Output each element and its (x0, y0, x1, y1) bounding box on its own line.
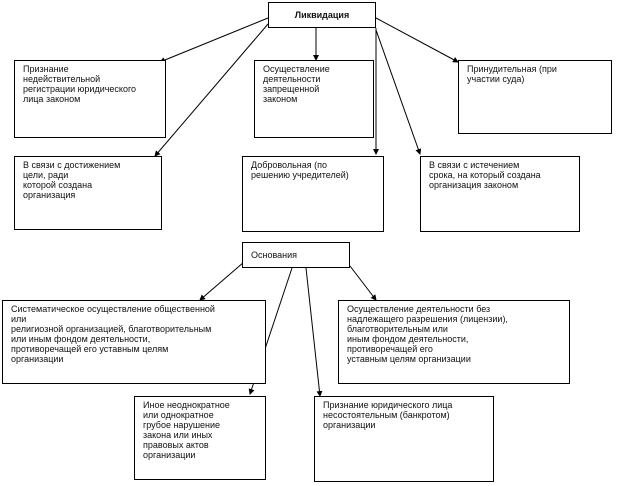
achievement-of-goals-box (14, 156, 162, 230)
no-license-box (338, 300, 570, 384)
expiration-of-term-label: В связи с истечением срока, на который создана организация законом (429, 160, 541, 190)
grounds-label: Основания (251, 250, 298, 260)
arrow-to-achievement (155, 24, 268, 156)
voluntary-label: Добровольная (по решению учредителей) (251, 160, 349, 180)
recognition-invalid-registration-label: Признание недействительной регистрации юридического лица законом (23, 64, 137, 104)
bankruptcy-box (314, 396, 494, 482)
compulsory-label: Принудительная (при участии суда) (467, 64, 557, 84)
gross-violation-box (134, 396, 266, 480)
no-license-label: Осуществление деятельности без надлежащего разрешения (лицензии), благотворительным или иным фондом деятельности, противоречащей его уставным целям организации (347, 304, 508, 364)
prohibited-activity-box (254, 60, 374, 138)
arrow-to-expiration (376, 30, 420, 154)
systematic-activity-box (2, 300, 266, 384)
compulsory-box (458, 60, 612, 134)
expiration-of-term-box (420, 156, 580, 232)
achievement-of-goals-label: В связи с достижением цели, ради которой создана организация (23, 160, 121, 200)
liquidation-label: Ликвидация (294, 10, 350, 20)
grounds-box (242, 242, 350, 268)
arrow-to-recognition (160, 18, 268, 62)
bankruptcy-label: Признание юридического лица несостоятельным (банкротом) организации (323, 400, 453, 430)
gross-violation-label: Иное неоднократное или однократное грубое нарушение закона или иных правовых актов организации (143, 400, 230, 460)
recognition-invalid-registration-box (14, 60, 166, 138)
arrow-to-compulsory (376, 18, 458, 62)
systematic-activity-label: Систематическое осуществление общественной или религиозной организацией, благотворительным или иным фондом деятельности, противоречащей его уставным целям организации (11, 304, 215, 364)
arrow-to-bankruptcy (306, 268, 320, 396)
prohibited-activity-label: Осуществление деятельности запрещенной законом (263, 64, 330, 104)
liquidation-box (268, 2, 376, 28)
arrow-to-no-license (350, 266, 376, 300)
voluntary-box (242, 156, 384, 232)
arrow-to-systematic (200, 262, 244, 300)
